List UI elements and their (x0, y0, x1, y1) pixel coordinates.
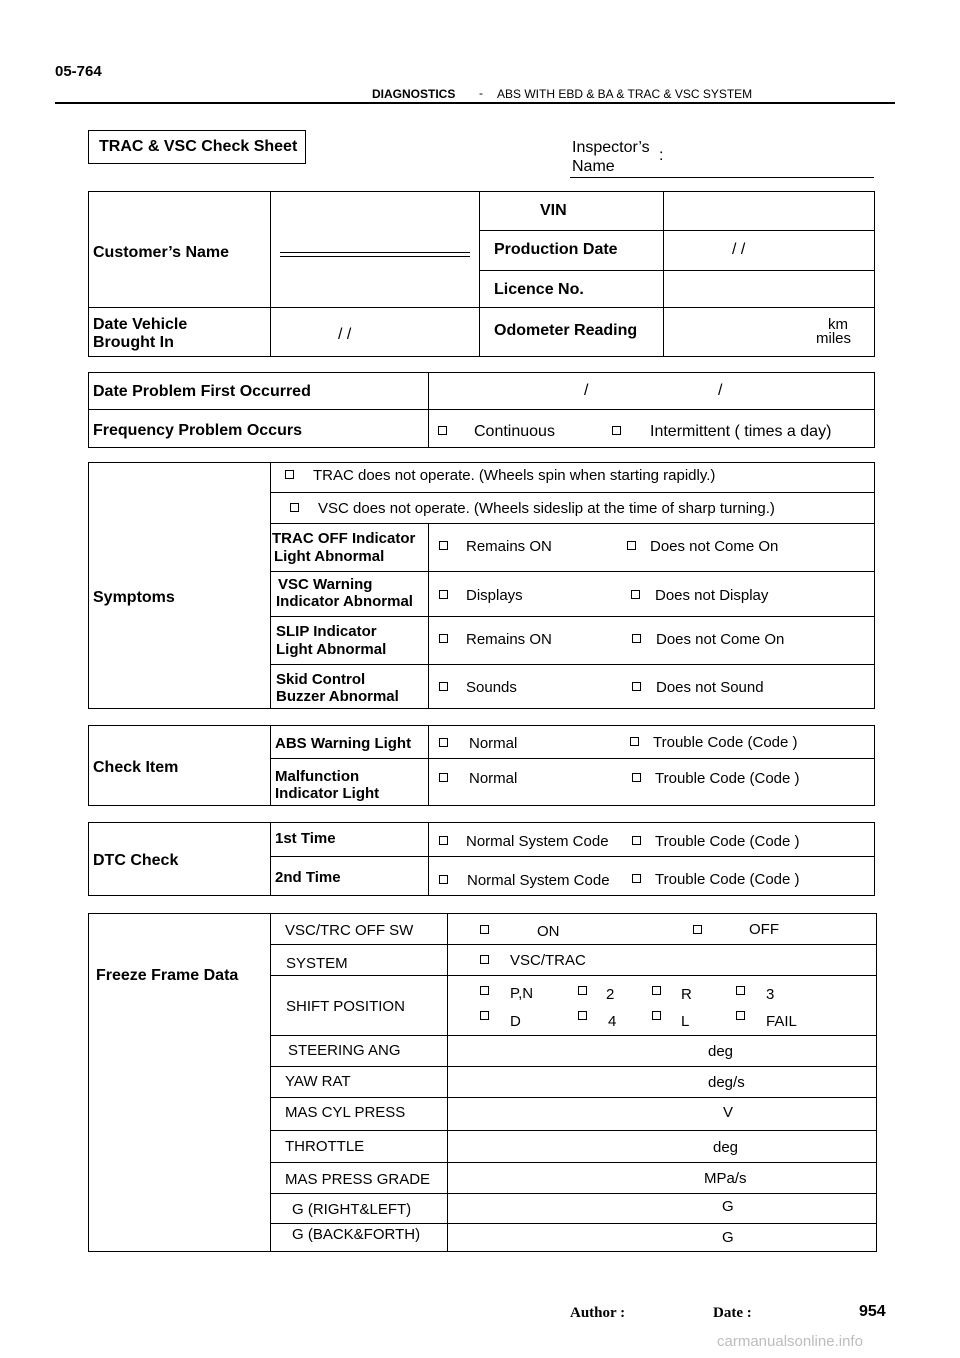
ff-row-unit: deg/s (708, 1074, 745, 1091)
symptom-row-label-3b: Light Abnormal (276, 641, 387, 658)
symptom-row-3-opt1-checkbox[interactable] (439, 634, 448, 643)
watermark: carmanualsonline.info (717, 1333, 863, 1350)
dtc-second-normal: Normal System Code (467, 872, 610, 889)
shift-4: 4 (608, 1013, 617, 1030)
first-occurred-sep-2: / (718, 382, 723, 399)
miles-unit: miles (816, 330, 852, 347)
ff-row-label: MAS PRESS GRADE (285, 1171, 431, 1188)
dtc-second-trouble-checkbox[interactable] (632, 874, 641, 883)
shift-position-label: SHIFT POSITION (286, 998, 405, 1015)
shift-r-checkbox[interactable] (652, 986, 661, 995)
check-item-label: Check Item (93, 759, 179, 776)
shift-3-checkbox[interactable] (736, 986, 745, 995)
vin-label: VIN (540, 202, 567, 219)
first-occurred-label: Date Problem First Occurred (93, 383, 311, 400)
symptom-row-label-1a: TRAC OFF Indicator (272, 530, 416, 547)
ff-row-label: G (RIGHT&LEFT) (292, 1201, 412, 1218)
mil-normal-checkbox[interactable] (439, 773, 448, 782)
vsc-not-operate-checkbox[interactable] (290, 503, 299, 512)
symptom-row-1-opt2: Does not Come On (650, 538, 779, 555)
symptom-row-2-opt1-checkbox[interactable] (439, 590, 448, 599)
dtc-first-trouble-checkbox[interactable] (632, 836, 641, 845)
mil-normal-option: Normal (469, 770, 518, 787)
symptom-row-label-1b: Light Abnormal (274, 548, 385, 565)
symptom-row-label-4a: Skid Control (276, 671, 366, 688)
odometer-label: Odometer Reading (494, 322, 638, 339)
shift-4-checkbox[interactable] (578, 1011, 587, 1020)
mil-label-1: Malfunction (275, 768, 360, 785)
symptom-row-3-opt1: Remains ON (466, 631, 552, 648)
date-vehicle-label-1: Date Vehicle (93, 316, 188, 333)
vsc-sw-label: VSC/TRC OFF SW (285, 922, 414, 939)
vsc-sw-on: ON (537, 923, 560, 940)
system-vsc-trac-checkbox[interactable] (480, 955, 489, 964)
symptom-row-3-opt2-checkbox[interactable] (632, 634, 641, 643)
continuous-option: Continuous (474, 423, 555, 440)
section-dash: - (479, 86, 483, 100)
km-unit: km (828, 316, 848, 333)
ff-row-label: YAW RAT (285, 1073, 351, 1090)
shift-l-checkbox[interactable] (652, 1011, 661, 1020)
symptom-row-1-opt1: Remains ON (466, 538, 552, 555)
symptom-row-2-opt1: Displays (466, 587, 523, 604)
inspector-label-1: Inspector’s (572, 139, 650, 156)
author-label: Author : (570, 1305, 626, 1321)
intermittent-option: Intermittent ( times a day) (650, 423, 832, 440)
shift-fail: FAIL (766, 1013, 797, 1030)
date-vehicle-sep: / / (338, 326, 352, 343)
shift-2: 2 (606, 986, 615, 1003)
section-subtitle: ABS WITH EBD & BA & TRAC & VSC SYSTEM (497, 87, 753, 101)
shift-2-checkbox[interactable] (578, 986, 587, 995)
inspector-colon: : (659, 147, 664, 164)
mil-trouble-checkbox[interactable] (632, 773, 641, 782)
symptom-row-2-opt2-checkbox[interactable] (631, 590, 640, 599)
symptoms-label: Symptoms (93, 589, 175, 606)
vsc-sw-off: OFF (749, 921, 779, 938)
abs-trouble-option: Trouble Code (Code ) (653, 734, 798, 751)
date-vehicle-label-2: Brought In (93, 334, 174, 351)
dtc-first-trouble: Trouble Code (Code ) (655, 833, 800, 850)
shift-fail-checkbox[interactable] (736, 1011, 745, 1020)
abs-normal-checkbox[interactable] (439, 738, 448, 747)
inspector-name-line[interactable] (570, 177, 874, 178)
ff-row-unit: deg (713, 1139, 739, 1156)
ff-row-label: MAS CYL PRESS (285, 1104, 406, 1121)
freeze-frame-label: Freeze Frame Data (96, 967, 239, 984)
dtc-first-label: 1st Time (275, 830, 336, 847)
dtc-second-normal-checkbox[interactable] (439, 875, 448, 884)
frequency-label: Frequency Problem Occurs (93, 422, 302, 439)
first-occurred-sep-1: / (584, 382, 589, 399)
shift-l: L (681, 1013, 690, 1030)
trac-not-operate-checkbox[interactable] (285, 470, 294, 479)
ff-row-unit: G (722, 1229, 734, 1246)
dtc-second-trouble: Trouble Code (Code ) (655, 871, 800, 888)
mil-label-2: Indicator Light (275, 785, 380, 802)
customer-name-label: Customer’s Name (93, 244, 230, 261)
production-date-sep: / / (732, 241, 746, 258)
symptom-row-label-2b: Indicator Abnormal (276, 593, 413, 610)
section-title: DIAGNOSTICS (372, 87, 456, 101)
intermittent-checkbox[interactable] (612, 426, 621, 435)
ff-row-unit: deg (708, 1043, 734, 1060)
trac-not-operate-text: TRAC does not operate. (Wheels spin when starting rapidly.) (313, 467, 716, 484)
continuous-checkbox[interactable] (438, 426, 447, 435)
dtc-first-normal: Normal System Code (466, 833, 609, 850)
page-number: 05-764 (55, 63, 102, 80)
symptom-row-label-2a: VSC Warning (278, 576, 373, 593)
symptom-row-1-opt2-checkbox[interactable] (627, 541, 636, 550)
ff-row-label: STEERING ANG (288, 1042, 401, 1059)
shift-3: 3 (766, 986, 775, 1003)
symptom-row-2-opt2: Does not Display (655, 587, 769, 604)
production-date-label: Production Date (494, 241, 618, 258)
dtc-check-label: DTC Check (93, 852, 179, 869)
mil-trouble-option: Trouble Code (Code ) (655, 770, 800, 787)
ff-row-unit: V (723, 1104, 734, 1121)
licence-no-label: Licence No. (494, 281, 584, 298)
abs-warning-label: ABS Warning Light (275, 735, 412, 752)
page-number-bottom: 954 (859, 1303, 886, 1320)
symptom-row-4-opt1-checkbox[interactable] (439, 682, 448, 691)
shift-pn: P,N (510, 985, 534, 1002)
system-vsc-trac: VSC/TRAC (510, 952, 586, 969)
dtc-first-normal-checkbox[interactable] (439, 836, 448, 845)
date-label: Date : (713, 1305, 752, 1321)
header-rule (55, 102, 895, 104)
ff-row-unit: MPa/s (704, 1170, 747, 1187)
symptom-row-label-3a: SLIP Indicator (276, 623, 377, 640)
shift-d: D (510, 1013, 521, 1030)
vehicle-info-table (88, 191, 875, 357)
vsc-sw-on-checkbox[interactable] (480, 925, 489, 934)
shift-pn-checkbox[interactable] (480, 986, 489, 995)
vsc-not-operate-text: VSC does not operate. (Wheels sideslip at the time of sharp turning.) (318, 500, 775, 517)
symptom-row-3-opt2: Does not Come On (656, 631, 785, 648)
vsc-sw-off-checkbox[interactable] (693, 925, 702, 934)
dtc-second-label: 2nd Time (275, 869, 341, 886)
symptom-row-4-opt2: Does not Sound (656, 679, 764, 696)
abs-normal-option: Normal (469, 735, 518, 752)
ff-row-label: G (BACK&FORTH) (292, 1226, 421, 1243)
symptom-row-4-opt1: Sounds (466, 679, 517, 696)
abs-trouble-checkbox[interactable] (630, 737, 639, 746)
symptom-row-1-opt1-checkbox[interactable] (439, 541, 448, 550)
system-label: SYSTEM (286, 955, 348, 972)
inspector-label-2: Name (572, 158, 615, 175)
ff-row-label: THROTTLE (285, 1138, 365, 1155)
shift-r: R (681, 986, 692, 1003)
ff-row-unit: G (722, 1198, 734, 1215)
symptom-row-4-opt2-checkbox[interactable] (632, 682, 641, 691)
sheet-title: TRAC & VSC Check Sheet (99, 138, 298, 155)
shift-d-checkbox[interactable] (480, 1011, 489, 1020)
symptom-row-label-4b: Buzzer Abnormal (276, 688, 399, 705)
